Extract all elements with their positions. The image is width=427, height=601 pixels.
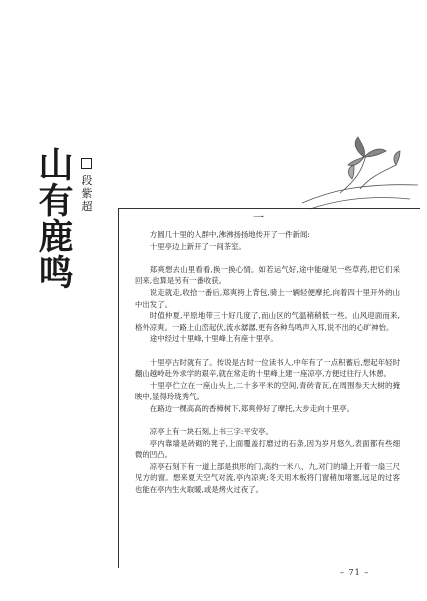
article-title (36, 145, 76, 294)
paragraph: 十里亭边上新开了一间茶室。 (149, 241, 246, 251)
title-char: 鸣 (38, 253, 74, 294)
paragraph: 十里亭伫立在一座山头上,二十多平米的空间,青砖青瓦,在周围参天大树的掩映中,显得玲珑秀气。 (135, 380, 400, 402)
author-char: 段 (81, 174, 93, 187)
author-char: 紫 (81, 187, 93, 200)
frame-top-rule (118, 208, 420, 209)
paragraph: 郑爽想去山里看看,换一换心情。如若运气好,途中能碰见一些草药,把它们采回来,也算是另有一番收获。 (135, 264, 400, 286)
paragraph: 说走就走,收拾一番后,郑爽挎上背包,骑上一辆轻便摩托,向着四十里开外的山中出发了。 (135, 287, 400, 309)
section-number: 一 (253, 211, 264, 224)
author-name (80, 174, 94, 213)
paragraph: 亭内靠墙是砖砌的凳子,上面覆盖打磨过的石条,因为岁月悠久,表面都有些细微的凹凸。 (135, 438, 400, 460)
paragraph: 时值仲夏,平原地带三十好几度了,而山区的气温稍稍低一些。山风迎面而来,格外凉爽。一路上山峦起伏,流水潺潺,更有各种鸟鸣声入耳,说不出的心旷神怡。 (135, 311, 400, 332)
paragraph: 途中经过十里峰,十里峰上有座十里亭。 (149, 334, 278, 344)
paragraph-gap (135, 345, 400, 357)
author-marker-square (81, 158, 92, 169)
title-char: 鹿 (38, 217, 74, 258)
paragraph: 在路边一棵高高的香樟树下,郑爽停好了摩托,大步走向十里亭。 (149, 403, 355, 413)
title-char: 有 (38, 181, 74, 222)
paragraph-gap (135, 252, 400, 264)
frame-left-rule (118, 208, 119, 568)
paragraph: 方圆几十里的人群中,沸沸扬扬地传开了一件新闻: (149, 230, 310, 239)
article-body (135, 229, 400, 496)
paragraph: 十里亭古时就有了。传说是古时一位读书人,中年有了一点积蓄后,想起年轻时翻山越岭赴外求学的艰辛,就在常走的十里峰上建一座凉亭,方便过往行人休憩。 (135, 357, 400, 379)
paragraph: 凉亭石刻下有一道上部是拱形的门,高约一米八、九,对门的墙上开着一扇三尺见方的窗。想来夏天空气对流,亭内凉爽;冬天用木板将门窗稍加堵塞,远足的过客也能在亭内生火取暖,或是烤火过夜了。 (135, 461, 400, 495)
title-char: 山 (38, 145, 74, 186)
paragraph-gap (135, 415, 400, 427)
page-number: – 71 – (340, 568, 370, 577)
paragraph: 凉亭上有一块石刻,上书三字:平安亭。 (149, 427, 273, 437)
author-char: 超 (81, 200, 93, 213)
